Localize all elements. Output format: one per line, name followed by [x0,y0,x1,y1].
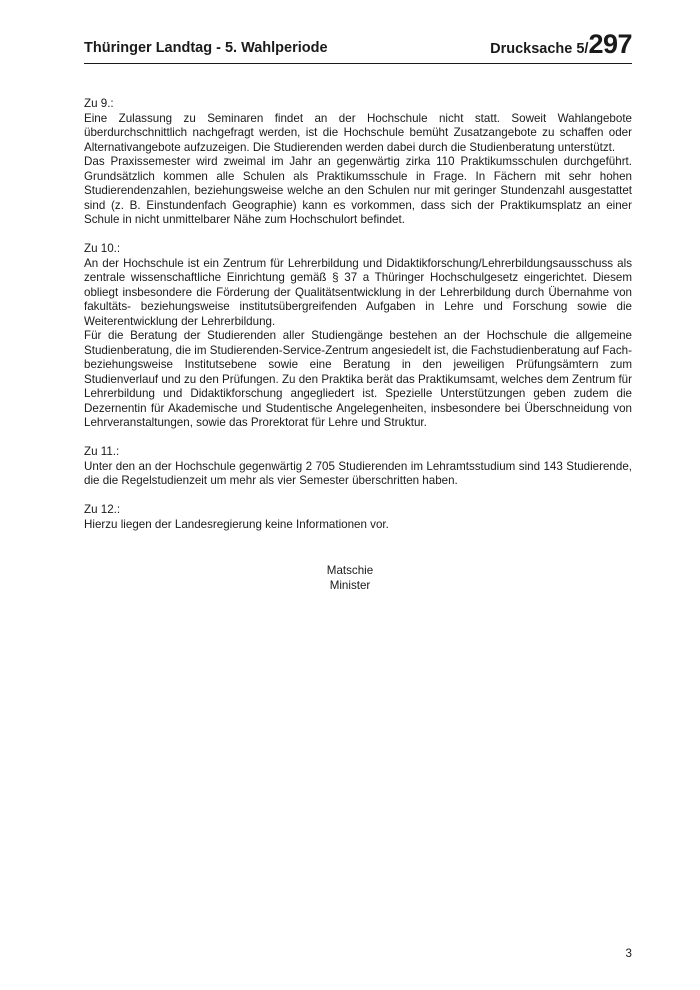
answer-section-9 [84,97,632,228]
signatory-name: Matschie [326,564,374,577]
header-divider [84,63,632,64]
answer-section-10 [84,242,632,431]
section-heading: Zu 11.: [84,445,120,458]
section-heading: Zu 10.: [84,242,121,255]
paragraph: Unter den an der Hochschule gegenwärtig 2 705 Studierenden im Lehramtsstudium sind 143 Studierende, die die Regelstudienzeit um mehr als vier Semester überschritten haben. [84,459,632,487]
answer-section-12 [84,503,632,532]
section-heading: Zu 12.: [84,503,121,516]
parliament-title: Thüringer Landtag - 5. Wahlperiode [84,40,328,56]
document-number [490,29,632,60]
signature-block [0,564,700,593]
paragraph: Das Praxissemester wird zweimal im Jahr an gegenwärtig zirka 110 Praktikumsschulen durchgeführt. Grundsätzlich kommen alle Schulen als Praktikumsschule in Frage. In Fächern mit sehr hohen Studierendenzahlen, beziehungsweise welche an den Schulen nur mit geringer Stundenzahl ausgestattet sind (z. B. Einstundenfach Geographie) kann es vorkommen, dass sich der Praktikumsplatz an einer Schule in nicht unmittelbarer Nähe zum Hochschulort befindet. [84,155,632,226]
document-body [84,97,632,547]
answer-section-11 [84,445,632,489]
document-number-value: 297 [588,29,632,59]
signatory-title: Minister [329,578,371,592]
document-label: Drucksache 5/ [490,41,589,57]
paragraph: Hierzu liegen der Landesregierung keine Informationen vor. [84,517,389,531]
section-heading: Zu 9.: [84,97,114,110]
paragraph: Eine Zulassung zu Seminaren findet an der Hochschule nicht statt. Soweit Wahlangebote überdurchschnittlich nachgefragt werden, ist die Hochschule bemüht Zusatzangebote zu schaffen oder Alternativangebote aufzuzeigen. Die Studierenden werden dabei durch die Studienberatung unterstützt. [84,111,632,154]
page-header [84,28,632,62]
paragraph: Für die Beratung der Studierenden aller Studiengänge bestehen an der Hochschule die allgemeine Studienberatung, die im Studierenden-Service-Zentrum angesiedelt ist, die Fachstudienberatung auf Fach- beziehungsweise Institutsebene sowie eine Beratung in den jeweiligen Prüfungsämtern zum Studienverlauf und zu den Prüfungen. Zu den Praktika berät das Praktikumsamt, welches dem Zentrum für Lehrerbildung und Didaktikforschung angegliedert ist. Spezielle Unterstützungen geben zudem die Dezernentin für Akademische und Studentische Angelegenheiten, insbesondere bei Überschneidung von Lehrveranstaltungen, sowie das Prorektorat für Lehre und Struktur. [84,329,632,429]
page-number: 3 [625,947,632,960]
paragraph: An der Hochschule ist ein Zentrum für Lehrerbildung und Didaktikforschung/Lehrerbildungsausschuss als zentrale wissenschaftliche Einrichtung gemäß § 37 a Thüringer Hochschulgesetz eingerichtet. Diesem obliegt insbesondere die Förderung der Qualitätsentwicklung in der Lehrerbildung durch Übernahme von fakultäts- beziehungsweise institutsübergreifenden Aufgaben in Lehre und Forschung sowie die Weiterentwicklung der Lehrerbildung. [84,256,632,328]
